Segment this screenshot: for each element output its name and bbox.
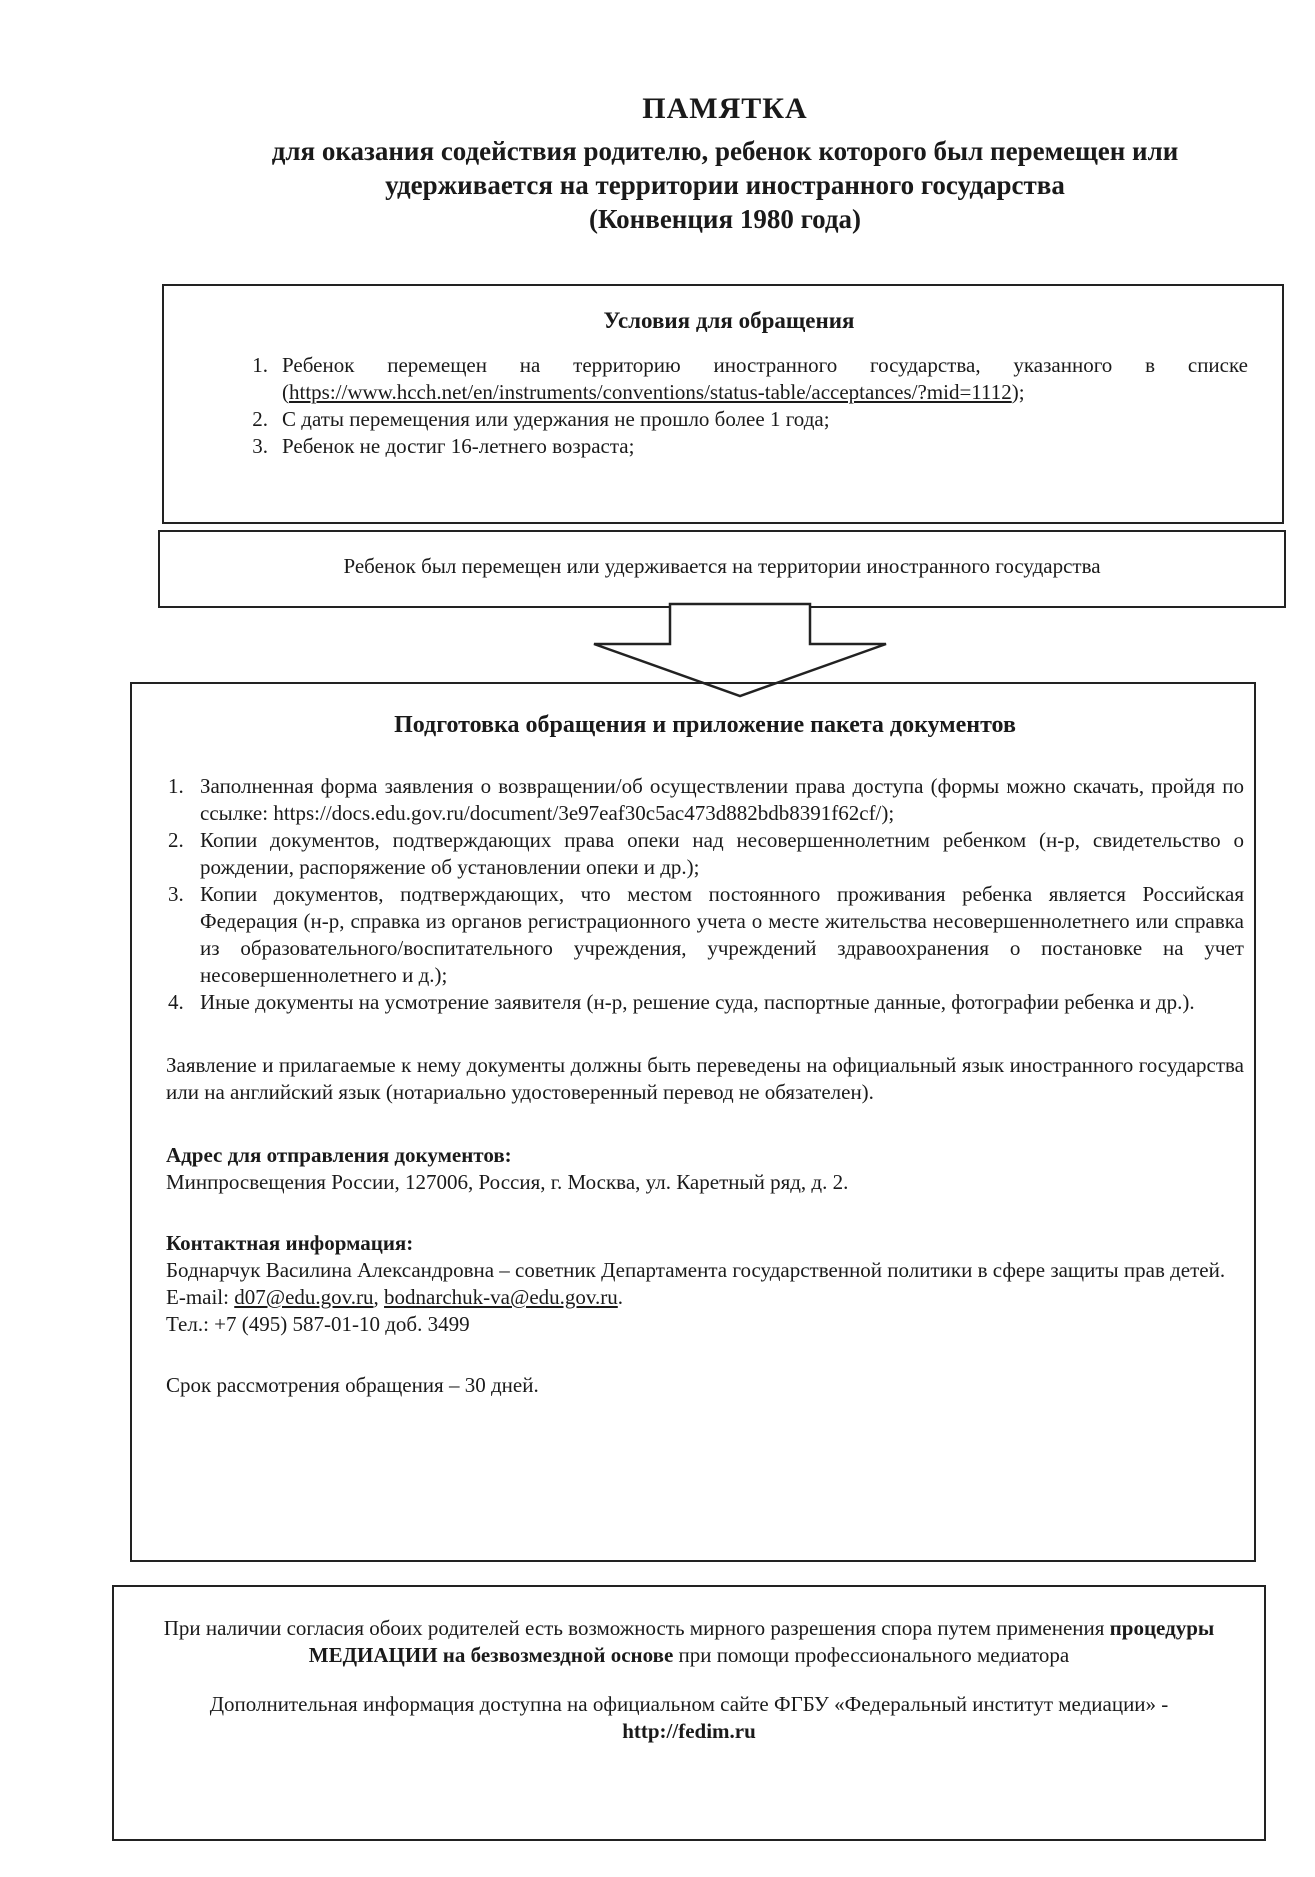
condition-item — [210, 433, 1248, 460]
condition-item — [210, 352, 1248, 406]
condition-item — [210, 406, 1248, 433]
condition-number: 3. — [252, 434, 268, 458]
document-list-item — [168, 827, 1244, 881]
condition-text: Ребенок не достиг 16-летнего возраста; — [282, 434, 635, 458]
document-list-item — [168, 989, 1244, 1016]
address-label: Адрес для отправления документов: — [166, 1143, 512, 1167]
document-list-item — [168, 773, 1244, 827]
document-list-text: Копии документов, подтверждающих, что местом постоянного проживания ребенка является Российская Федерация (н-р, справка из органов регистрационного учета о месте жительства несовершеннолетнего или справка из образовательного/воспитательного учреждения, учреждений здравоохранения о постановке на учет несовершеннолетнего и д.); — [200, 882, 1244, 987]
contact-label: Контактная информация: — [166, 1231, 414, 1255]
fedim-link[interactable]: http://fedim.ru — [622, 1719, 756, 1743]
email-label: E-mail: — [166, 1285, 229, 1309]
document-list-text: Копии документов, подтверждающих права опеки над несовершеннолетним ребенком (н-р, свидетельство о рождении, распоряжение об установлении опеки и др.); — [200, 828, 1244, 879]
document-list-number: 2. — [168, 828, 184, 852]
mediation-free-label: на безвозмездной основе — [442, 1643, 674, 1667]
document-list-number: 4. — [168, 990, 184, 1014]
contact-person: Боднарчук Василина Александровна – советник Департамента государственной политики в сфере защиты прав детей. — [166, 1258, 1226, 1282]
condition-number: 2. — [252, 407, 268, 431]
page-title: ПАМЯТКА — [642, 92, 808, 125]
condition-text-start: Ребенок перемещен на территорию иностранного государства, указанного в списке ( — [282, 353, 1248, 404]
document-list-number: 1. — [168, 774, 184, 798]
subtitle-line-3: (Конвенция 1980 года) — [588, 204, 862, 234]
review-term: Срок рассмотрения обращения – 30 дней. — [166, 1373, 539, 1397]
mediation-procedure-label: процедуры — [1109, 1616, 1215, 1640]
document-header — [150, 92, 1300, 236]
phone-line: Тел.: +7 (495) 587-01-10 доб. 3499 — [166, 1312, 470, 1336]
document-list-text: Заполненная форма заявления о возвращении/об осуществлении права доступа (формы можно скачать, пройдя по ссылке: https://docs.edu.gov.ru/document/3e97eaf30c5ac473d882bdb8391f62cf/); — [200, 774, 1244, 825]
email-link-bodnarchuk[interactable]: bodnarchuk-va@edu.gov.ru — [384, 1285, 618, 1309]
email-line — [166, 1284, 1244, 1311]
conditions-heading: Условия для обращения — [603, 308, 855, 333]
mediation-label: МЕДИАЦИИ — [308, 1643, 438, 1667]
condition-text: С даты перемещения или удержания не прошло более 1 года; — [282, 407, 830, 431]
mediation-text-end: при помощи профессионального медиатора — [678, 1643, 1070, 1667]
condition-text-end: ); — [1011, 380, 1025, 404]
conditions-box — [162, 284, 1284, 524]
subtitle-line-1: для оказания содействия родителю, ребенок которого был перемещен или — [271, 136, 1179, 166]
mediation-box — [112, 1585, 1266, 1841]
preparation-box — [130, 682, 1256, 1562]
situation-text: Ребенок был перемещен или удерживается на территории иностранного государства — [343, 553, 1101, 578]
condition-text — [282, 352, 1248, 406]
document-list-number: 3. — [168, 882, 184, 906]
translation-note: Заявление и прилагаемые к нему документы должны быть переведены на официальный язык иностранного государства или на английский язык (нотариально удостоверенный перевод не обязателен). — [166, 1053, 1244, 1104]
preparation-heading: Подготовка обращения и приложение пакета документов — [394, 712, 1016, 738]
subtitle-line-2: удерживается на территории иностранного государства — [385, 170, 1065, 200]
address-section — [166, 1142, 1244, 1196]
address-text: Минпросвещения России, 127006, Россия, г. Москва, ул. Каретный ряд, д. 2. — [166, 1170, 849, 1194]
hcch-status-table-link[interactable]: https://www.hcch.net/en/instruments/conventions/status-table/acceptances/?mid=1112 — [289, 380, 1012, 404]
additional-info-text: Дополнительная информация доступна на официальном сайте ФГБУ «Федеральный институт медиации» - — [209, 1692, 1169, 1716]
document-list-item — [168, 881, 1244, 989]
documents-list — [166, 773, 1244, 1016]
email-link-d07[interactable]: d07@edu.gov.ru — [234, 1285, 374, 1309]
additional-info-paragraph — [154, 1691, 1224, 1745]
email-separator: , — [373, 1285, 379, 1309]
document-list-text: Иные документы на усмотрение заявителя (н-р, решение суда, паспортные данные, фотографии ребенка и др.). — [200, 990, 1195, 1014]
mediation-paragraph — [154, 1615, 1224, 1669]
page-subtitle — [150, 134, 1300, 236]
mediation-text-start: При наличии согласия обоих родителей есть возможность мирного разрешения спора путем применения — [163, 1616, 1105, 1640]
condition-number: 1. — [252, 353, 268, 377]
situation-box — [158, 530, 1286, 608]
email-end: . — [617, 1285, 624, 1309]
contact-section — [166, 1230, 1244, 1338]
